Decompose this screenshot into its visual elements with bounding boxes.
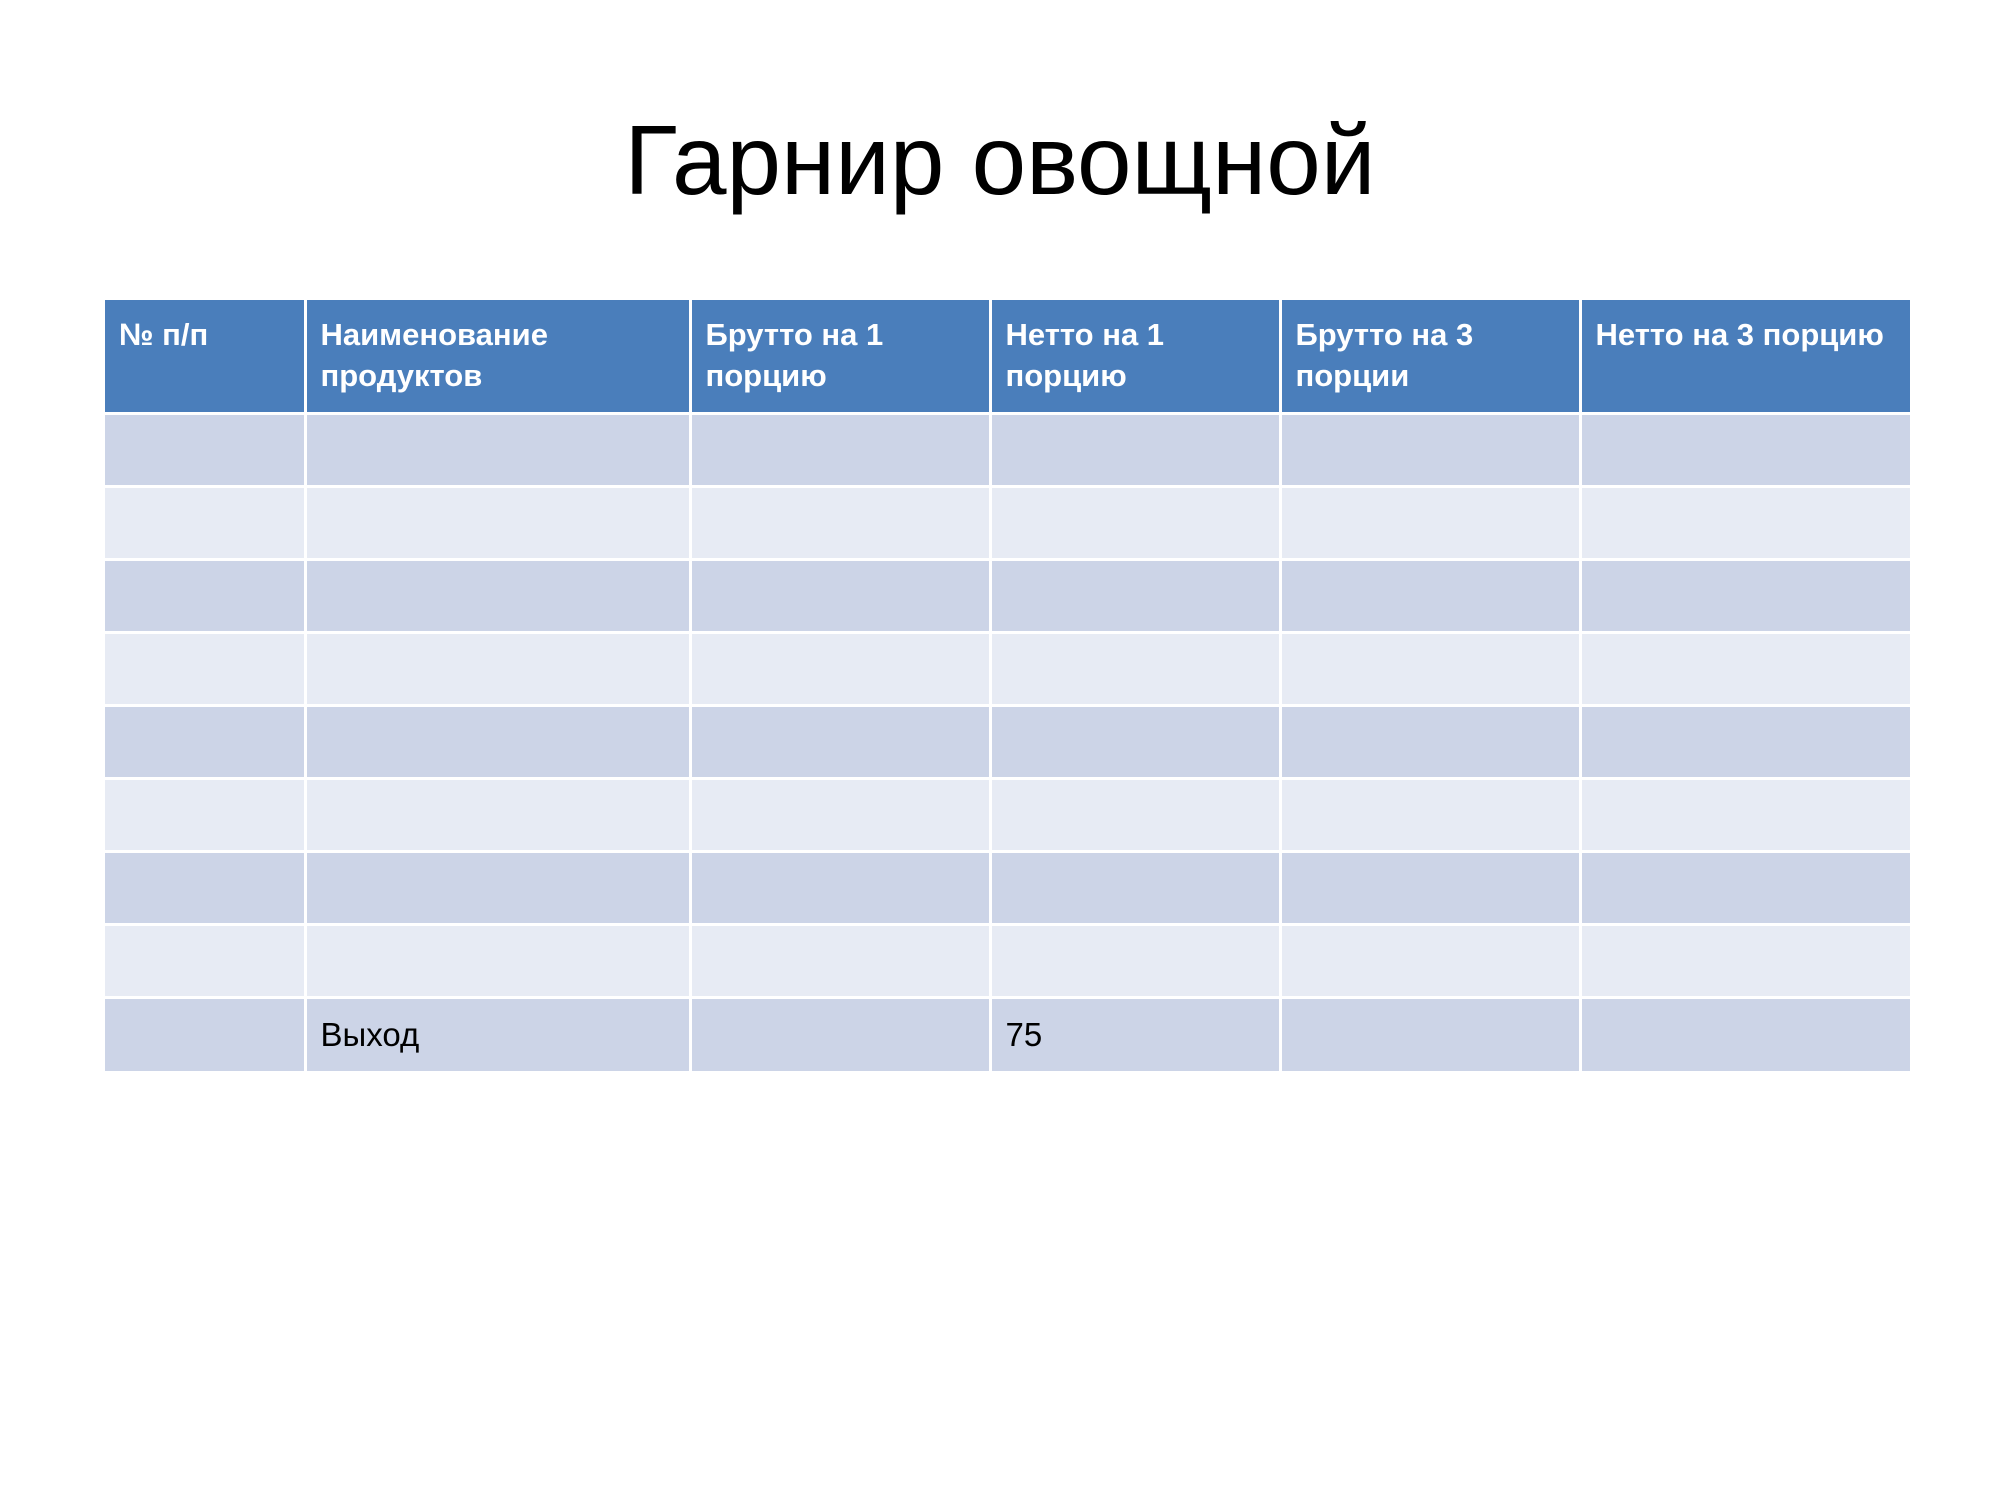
table-body bbox=[105, 414, 1910, 1071]
cell-product-name bbox=[305, 706, 690, 779]
cell-gross-1 bbox=[690, 925, 990, 998]
table-row bbox=[105, 560, 1910, 633]
cell-net-3 bbox=[1580, 706, 1910, 779]
cell-net-1 bbox=[990, 414, 1280, 487]
cell-net-3 bbox=[1580, 779, 1910, 852]
cell-net-3 bbox=[1580, 852, 1910, 925]
cell-gross-1 bbox=[690, 560, 990, 633]
cell-net-3 bbox=[1580, 925, 1910, 998]
table-row bbox=[105, 414, 1910, 487]
column-header-net-1: Нетто на 1 порцию bbox=[990, 300, 1280, 414]
cell-number bbox=[105, 706, 305, 779]
column-header-gross-3: Брутто на 3 порции bbox=[1280, 300, 1580, 414]
table-row-yield bbox=[105, 998, 1910, 1071]
page-title: Гарнир овощной bbox=[624, 105, 1376, 215]
cell-number bbox=[105, 925, 305, 998]
cell-net-1: 75 bbox=[990, 998, 1280, 1071]
cell-gross-1 bbox=[690, 779, 990, 852]
cell-number bbox=[105, 560, 305, 633]
cell-net-3 bbox=[1580, 633, 1910, 706]
cell-gross-3 bbox=[1280, 925, 1580, 998]
table-row bbox=[105, 633, 1910, 706]
table-row bbox=[105, 852, 1910, 925]
column-header-gross-1: Брутто на 1 порцию bbox=[690, 300, 990, 414]
cell-net-1 bbox=[990, 633, 1280, 706]
cell-product-name bbox=[305, 414, 690, 487]
table-row bbox=[105, 925, 1910, 998]
cell-number bbox=[105, 633, 305, 706]
cell-net-3 bbox=[1580, 414, 1910, 487]
cell-product-name bbox=[305, 925, 690, 998]
cell-product-name bbox=[305, 779, 690, 852]
ingredients-table-container bbox=[105, 300, 1910, 1071]
cell-gross-3 bbox=[1280, 852, 1580, 925]
cell-product-name: Выход bbox=[305, 998, 690, 1071]
cell-net-1 bbox=[990, 925, 1280, 998]
cell-gross-1 bbox=[690, 633, 990, 706]
column-header-number: № п/п bbox=[105, 300, 305, 414]
cell-net-1 bbox=[990, 779, 1280, 852]
cell-number bbox=[105, 779, 305, 852]
cell-net-3 bbox=[1580, 487, 1910, 560]
cell-net-1 bbox=[990, 852, 1280, 925]
cell-number bbox=[105, 998, 305, 1071]
cell-product-name bbox=[305, 487, 690, 560]
cell-net-1 bbox=[990, 487, 1280, 560]
table-header bbox=[105, 300, 1910, 414]
cell-product-name bbox=[305, 560, 690, 633]
cell-gross-3 bbox=[1280, 633, 1580, 706]
ingredients-table bbox=[105, 300, 1910, 1071]
cell-gross-1 bbox=[690, 706, 990, 779]
cell-gross-1 bbox=[690, 414, 990, 487]
cell-gross-3 bbox=[1280, 706, 1580, 779]
cell-gross-1 bbox=[690, 487, 990, 560]
cell-gross-3 bbox=[1280, 560, 1580, 633]
cell-number bbox=[105, 487, 305, 560]
column-header-product-name: Наименование продуктов bbox=[305, 300, 690, 414]
cell-net-3 bbox=[1580, 560, 1910, 633]
cell-gross-1 bbox=[690, 998, 990, 1071]
table-row bbox=[105, 487, 1910, 560]
cell-gross-3 bbox=[1280, 414, 1580, 487]
cell-product-name bbox=[305, 633, 690, 706]
cell-gross-1 bbox=[690, 852, 990, 925]
cell-product-name bbox=[305, 852, 690, 925]
cell-number bbox=[105, 852, 305, 925]
cell-gross-3 bbox=[1280, 779, 1580, 852]
cell-number bbox=[105, 414, 305, 487]
cell-net-3 bbox=[1580, 998, 1910, 1071]
cell-net-1 bbox=[990, 560, 1280, 633]
table-row bbox=[105, 706, 1910, 779]
table-header-row bbox=[105, 300, 1910, 414]
cell-gross-3 bbox=[1280, 487, 1580, 560]
table-row bbox=[105, 779, 1910, 852]
column-header-net-3: Нетто на 3 порцию bbox=[1580, 300, 1910, 414]
cell-gross-3 bbox=[1280, 998, 1580, 1071]
cell-net-1 bbox=[990, 706, 1280, 779]
